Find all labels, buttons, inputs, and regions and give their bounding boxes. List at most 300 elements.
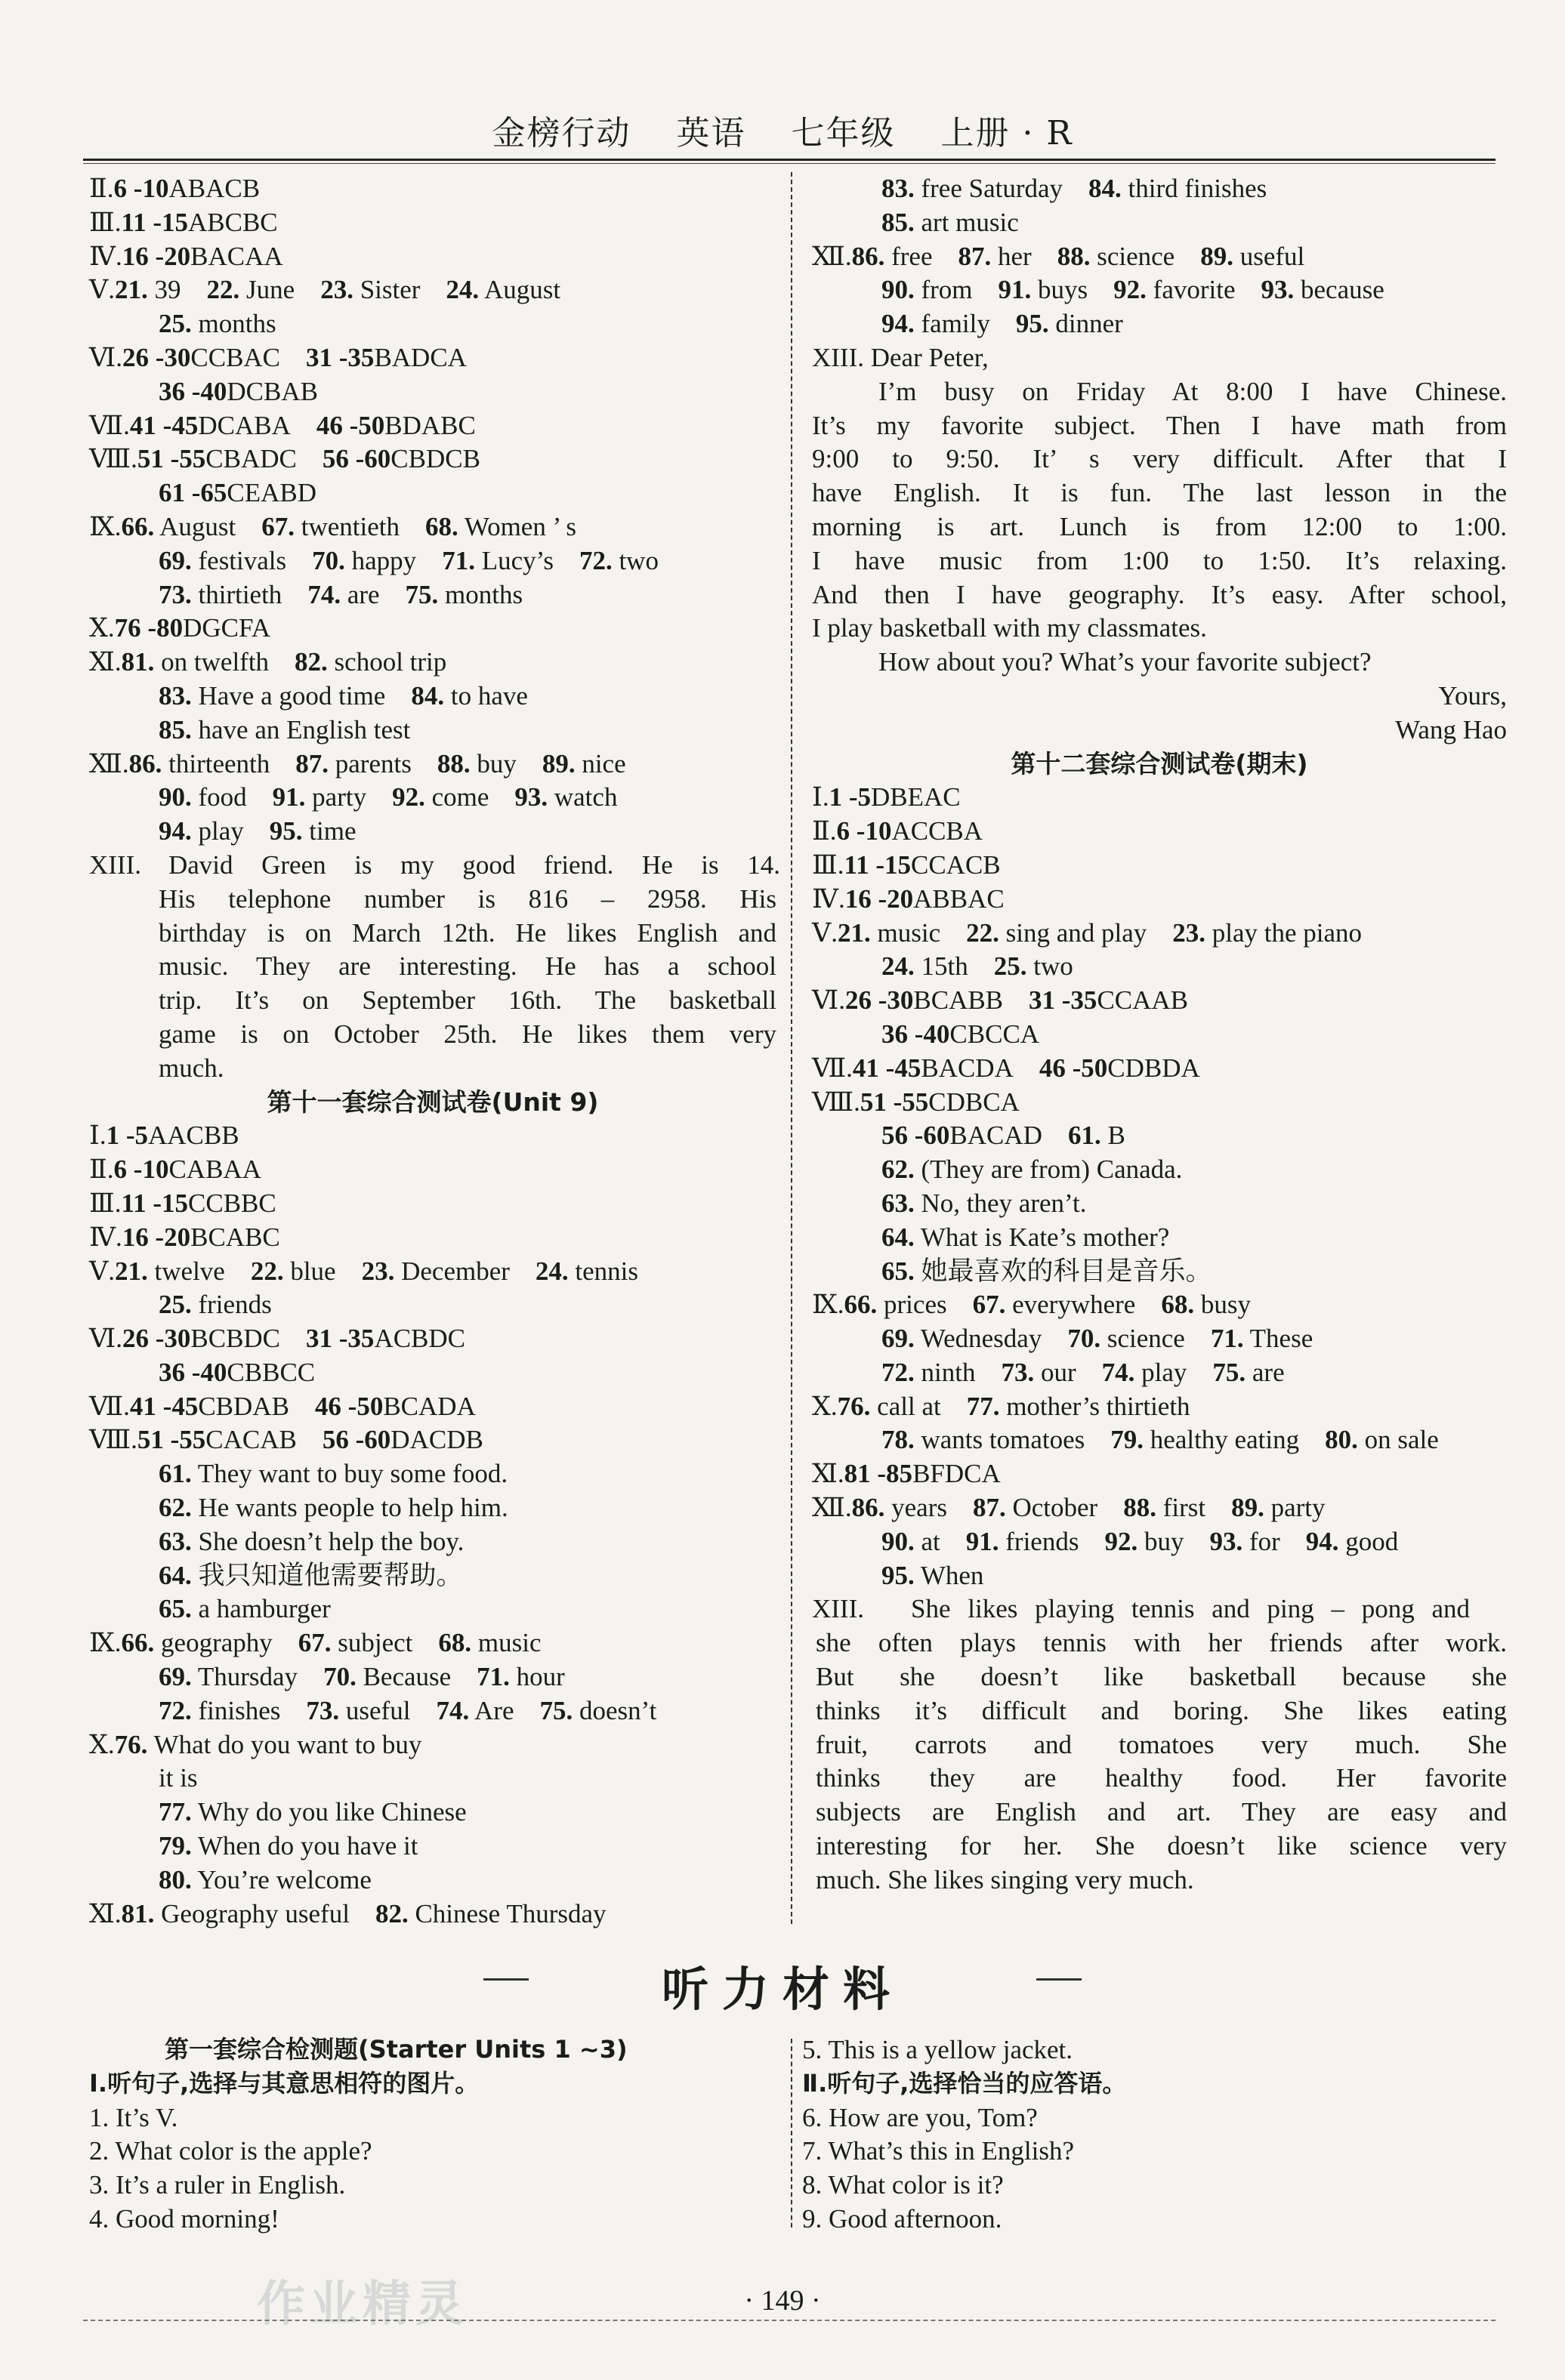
question-number: 66.: [121, 511, 155, 541]
listening-item: 2. What color is the apple?: [89, 2136, 372, 2166]
question-number: 81.: [121, 647, 155, 677]
answer-row: [89, 1796, 776, 1830]
question-number: 79.: [159, 1831, 192, 1861]
question-number: 73.: [159, 579, 192, 609]
answer-row: [89, 1491, 776, 1525]
answer-item: [392, 781, 489, 815]
answer-text: Why do you like Chinese: [191, 1797, 467, 1827]
section-numeral: Ⅺ.: [89, 1898, 122, 1928]
question-number: 78.: [881, 1425, 915, 1455]
letter-closing: How about you? What’s your favorite subject?: [878, 647, 1372, 677]
answer-text: Chinese Thursday: [408, 1898, 607, 1928]
answer-item: [881, 1525, 940, 1559]
answer-letters: CCBBC: [188, 1188, 276, 1218]
answer-item: [999, 273, 1088, 307]
essay-line: game is on October 25th. He likes them very: [159, 1019, 776, 1049]
answer-text: August: [154, 511, 236, 541]
question-number: 86.: [851, 241, 885, 271]
question-number: 84.: [1088, 174, 1122, 203]
answer-row: [89, 375, 776, 409]
question-range: 6 -10: [836, 816, 892, 846]
essay-text: much. She likes singing very much.: [816, 1864, 1194, 1894]
answer-text: useful: [339, 1695, 411, 1725]
question-number: 80.: [1325, 1425, 1358, 1455]
answer-text: Thursday: [191, 1662, 298, 1692]
essay-line: music. They are interesting. He has a school: [159, 951, 776, 982]
section-numeral: Ⅹ.: [89, 1729, 115, 1759]
answer-item: [881, 1255, 1212, 1289]
answer-item: [129, 748, 270, 782]
answer-row: [812, 1255, 1507, 1289]
answer-item: [159, 680, 385, 714]
letter-line: I play basketball with my classmates.: [812, 613, 1207, 643]
answer-item: [966, 917, 1147, 951]
subject: 英语: [676, 114, 746, 153]
listening-set-title: 第一套综合检测题(Starter Units 1 ~3): [165, 2035, 628, 2064]
question-number: 24.: [535, 1256, 569, 1286]
answer-letters: CBDAB: [198, 1391, 289, 1421]
answer-row: [89, 1660, 776, 1694]
title-decoration-right: [1036, 1978, 1082, 1981]
question-number: 95.: [881, 1560, 915, 1590]
essay-line: [812, 1864, 1507, 1898]
answer-text: hour: [509, 1662, 565, 1692]
answer-text: have an English test: [191, 714, 411, 745]
question-number: 93.: [514, 782, 548, 812]
answer-item: [273, 781, 366, 815]
section-numeral: Ⅲ.: [812, 849, 844, 880]
question-number: 21.: [115, 275, 148, 305]
answer-text: free: [884, 241, 933, 271]
answer-text: science: [1090, 241, 1175, 271]
section-numeral: Ⅸ.: [89, 1628, 122, 1658]
question-number: 70.: [312, 545, 345, 575]
answer-text: B: [1100, 1121, 1125, 1151]
answer-item: [881, 273, 973, 307]
essay-text: she often plays tennis with her friends after work.: [816, 1628, 1507, 1658]
answer-text: October: [1005, 1493, 1098, 1523]
essay-line: [812, 1796, 1507, 1830]
essay-line: [812, 1626, 1507, 1660]
question-number: 61.: [1067, 1121, 1101, 1151]
answer-item: [115, 273, 181, 307]
answer-item: [411, 680, 528, 714]
answer-text: thirtieth: [191, 579, 282, 609]
answer-item: [881, 1187, 1087, 1221]
answer-row: [812, 307, 1507, 341]
section-numeral: Ⅴ.: [812, 917, 838, 948]
answer-item: [159, 1592, 331, 1626]
answer-row: [89, 409, 776, 443]
question-number: 70.: [1067, 1324, 1101, 1354]
answer-row: [812, 1288, 1507, 1322]
question-number: 63.: [881, 1188, 915, 1218]
answer-item: [1016, 307, 1123, 341]
question-number: 88.: [1123, 1493, 1156, 1523]
watermark: 作业精灵: [257, 2277, 468, 2332]
question-range: 1 -5: [829, 782, 871, 812]
answer-text: our: [1034, 1357, 1076, 1387]
answer-item: [159, 1694, 280, 1728]
answer-item: [514, 781, 617, 815]
essay-text: But she doesn’t like basketball because she: [816, 1662, 1507, 1692]
listening-item: 4. Good morning!: [89, 2203, 279, 2234]
answer-row: [89, 1255, 776, 1289]
section-numeral: Ⅺ.: [89, 647, 122, 677]
answer-letters: CEABD: [227, 478, 317, 508]
answer-item: [159, 1830, 418, 1864]
answer-item: [973, 1288, 1136, 1322]
answer-row: [812, 240, 1507, 274]
letter-line: I have music from 1:00 to 1:50. It’s relaxing.: [812, 545, 1507, 575]
essay-line: [812, 1830, 1507, 1864]
question-number: 68.: [424, 511, 458, 541]
answer-text: a hamburger: [191, 1594, 331, 1624]
answer-item: [115, 1255, 225, 1289]
answer-letters: DBEAC: [870, 782, 961, 812]
answer-text: finishes: [191, 1695, 281, 1725]
question-number: 74.: [436, 1695, 470, 1725]
answer-row: [812, 1018, 1507, 1052]
answer-item: [159, 1525, 464, 1559]
question-number: 75.: [1212, 1357, 1246, 1387]
section-numeral: Ⅰ.: [812, 782, 829, 812]
answer-letters: ABCBC: [188, 207, 278, 237]
answer-text: family: [914, 309, 990, 339]
question-range: 51 -55: [137, 444, 206, 474]
answer-text: dinner: [1048, 309, 1123, 339]
answer-row: [89, 1221, 776, 1255]
essay-line: His telephone number is 816 – 2958. His: [159, 883, 776, 914]
answer-text: (They are from) Canada.: [914, 1155, 1183, 1185]
letter-line: And then I have geography. It’s easy. After school,: [812, 579, 1507, 609]
section-numeral: XIII.: [89, 849, 141, 880]
question-number: 71.: [477, 1662, 510, 1692]
question-number: 65.: [881, 1256, 915, 1286]
question-number: 68.: [1161, 1290, 1195, 1320]
section-numeral: Ⅱ.: [812, 816, 837, 846]
answer-text: doesn’t: [573, 1695, 657, 1725]
answer-item: [881, 1322, 1042, 1356]
answer-letters: BACAD: [949, 1121, 1042, 1151]
answer-letters: AACBB: [147, 1121, 239, 1151]
answer-letters: CCACB: [911, 849, 1001, 880]
answer-item: [1231, 1491, 1325, 1525]
answer-text: blue: [283, 1256, 336, 1286]
answer-text: prices: [877, 1290, 947, 1320]
answer-item: [1113, 273, 1235, 307]
question-number: 89.: [1200, 241, 1233, 271]
question-number: 85.: [881, 207, 915, 237]
answer-text: buy: [1137, 1526, 1184, 1556]
question-range: 61 -65: [159, 478, 227, 508]
answer-row: [89, 273, 776, 307]
question-number: 87.: [295, 748, 329, 778]
answer-row: [89, 1153, 776, 1187]
section-numeral: Ⅺ.: [812, 1459, 844, 1489]
listening-item: 5. This is a yellow jacket.: [802, 2035, 1073, 2064]
question-range: 41 -45: [129, 410, 199, 440]
answer-item: [838, 917, 940, 951]
answer-row: [89, 1322, 776, 1356]
answer-item: [159, 815, 244, 849]
section-numeral: Ⅷ.: [89, 444, 137, 474]
answer-text: first: [1156, 1493, 1206, 1523]
question-number: 64.: [881, 1222, 915, 1252]
question-range: 16 -20: [122, 241, 191, 271]
question-range: 81 -85: [844, 1459, 913, 1489]
answer-item: [852, 1491, 947, 1525]
answer-text: come: [424, 782, 489, 812]
answer-text: 她最喜欢的科目是音乐。: [914, 1256, 1212, 1286]
question-number: 22.: [206, 275, 240, 305]
question-number: 76.: [837, 1391, 871, 1421]
answer-item: [306, 1694, 410, 1728]
answer-item: [295, 646, 446, 680]
answer-text: play: [1134, 1357, 1187, 1387]
letter-salutation: XIII. Dear Peter,: [812, 342, 989, 372]
answer-row: [89, 1694, 776, 1728]
answer-text: call at: [870, 1391, 941, 1421]
answer-text: twelve: [147, 1256, 225, 1286]
answer-row: [812, 1356, 1507, 1390]
answer-item: [122, 646, 269, 680]
question-number: 75.: [539, 1695, 573, 1725]
answer-item: [1110, 1423, 1299, 1457]
answer-item: [122, 1898, 350, 1931]
question-number: 73.: [306, 1695, 340, 1725]
answer-text: Sister: [353, 275, 421, 305]
answer-item: [881, 1423, 1085, 1457]
answer-text: No, they aren’t.: [914, 1188, 1087, 1218]
question-number: 25.: [159, 1290, 192, 1320]
answer-text: You’re welcome: [191, 1864, 372, 1894]
answer-item: [362, 1255, 510, 1289]
page-number: · 149 ·: [744, 2285, 821, 2317]
section-numeral: Ⅵ.: [89, 1324, 122, 1354]
header-rule: [83, 159, 1496, 161]
answer-row: [89, 1288, 776, 1322]
answer-text: twentieth: [294, 511, 400, 541]
question-number: 81.: [121, 1898, 155, 1928]
answer-text: buy: [470, 748, 517, 778]
section-numeral: Ⅸ.: [812, 1290, 844, 1320]
question-number: 63.: [159, 1526, 192, 1556]
listening-part2-instruction: Ⅱ.听句子,选择恰当的应答语。: [802, 2068, 1127, 2098]
question-number: 72.: [159, 1695, 192, 1725]
answer-text: two: [612, 545, 659, 575]
essay-line: [812, 1660, 1507, 1694]
question-range: 26 -30: [122, 1324, 191, 1354]
question-range: 36 -40: [881, 1019, 950, 1049]
section-numeral: Ⅴ.: [89, 275, 116, 305]
answer-row: [812, 950, 1507, 984]
answer-item: [159, 307, 276, 341]
answer-row: [89, 1559, 776, 1593]
answer-item: [159, 544, 286, 578]
question-range: 46 -50: [314, 1391, 384, 1421]
question-range: 31 -35: [1029, 985, 1097, 1016]
question-number: 67.: [261, 511, 295, 541]
answer-item: [1212, 1356, 1284, 1390]
question-range: 26 -30: [844, 985, 914, 1016]
section-numeral: Ⅲ.: [89, 207, 122, 237]
section-numeral: Ⅲ.: [89, 1188, 122, 1218]
answer-row: [812, 1423, 1507, 1457]
answer-letters: ACBDC: [374, 1324, 466, 1354]
question-number: 90.: [881, 275, 915, 305]
question-number: 64.: [159, 1560, 192, 1590]
question-number: 25.: [993, 951, 1027, 982]
answer-row: [89, 1728, 776, 1762]
answer-item: [320, 273, 420, 307]
answer-item: [1057, 240, 1175, 274]
section-numeral: Ⅻ.: [812, 1493, 852, 1523]
question-number: 93.: [1261, 275, 1295, 305]
question-number: 88.: [1057, 241, 1091, 271]
answer-item: [838, 1390, 941, 1424]
answer-item: [542, 748, 626, 782]
answer-item: [967, 1390, 1190, 1424]
question-number: 91.: [965, 1526, 999, 1556]
section-numeral: Ⅻ.: [812, 241, 852, 271]
question-number: 69.: [159, 1662, 192, 1692]
answer-text: Because: [356, 1662, 452, 1692]
section-numeral: Ⅶ.: [89, 1391, 130, 1421]
answer-item: [1211, 1322, 1313, 1356]
answer-text: music: [870, 917, 941, 948]
answer-row: [89, 1762, 776, 1796]
answer-item: [159, 1864, 372, 1898]
answer-item: [159, 1660, 298, 1694]
question-number: 92.: [392, 782, 425, 812]
question-range: 1 -5: [106, 1121, 148, 1151]
answer-item: [844, 1288, 947, 1322]
answer-row: [89, 1864, 776, 1898]
answer-row: [89, 1830, 776, 1864]
answer-item: [477, 1660, 565, 1694]
section-numeral: Ⅷ.: [812, 1087, 860, 1117]
answer-item: [1102, 1356, 1187, 1390]
answer-text: play: [191, 816, 244, 846]
answer-item: [270, 815, 357, 849]
question-range: 11 -15: [844, 849, 911, 880]
answer-letters: CCAAB: [1097, 985, 1189, 1016]
answer-item: [994, 950, 1073, 984]
question-number: 82.: [375, 1898, 409, 1928]
answer-letters: BCBDC: [190, 1324, 281, 1354]
answer-item: [852, 240, 933, 274]
answer-text: party: [1264, 1493, 1326, 1523]
answer-letters: BCADA: [383, 1391, 476, 1421]
question-number: 62.: [159, 1493, 192, 1523]
essay-line: [812, 1728, 1507, 1762]
answer-text: tennis: [568, 1256, 638, 1286]
question-number: 89.: [1231, 1493, 1264, 1523]
answer-item: [1068, 1119, 1125, 1153]
answer-text: nice: [575, 748, 626, 778]
answer-item: [881, 1153, 1182, 1187]
question-range: 11 -15: [121, 207, 188, 237]
answer-row: [89, 646, 776, 680]
answer-text: December: [394, 1256, 510, 1286]
answer-row: [812, 1457, 1507, 1491]
answer-item: [159, 1288, 272, 1322]
answer-letters: BACDA: [921, 1053, 1014, 1083]
essay-text: She likes playing tennis and ping – pong and: [911, 1594, 1470, 1624]
essay-text: subjects are English and art. They are easy and: [816, 1797, 1507, 1827]
answer-text: parents: [329, 748, 412, 778]
answer-item: [159, 1796, 467, 1830]
question-range: 51 -55: [860, 1087, 929, 1117]
answer-item: [425, 510, 576, 544]
question-number: 23.: [361, 1256, 395, 1286]
answer-text: June: [239, 275, 295, 305]
volume: 上册 · R: [940, 114, 1073, 153]
answer-row: [812, 1119, 1507, 1153]
listening-materials-title: 听力材料: [661, 1962, 903, 2017]
question-number: 86.: [128, 748, 162, 778]
essay-line: [812, 1694, 1507, 1728]
answer-text: 39: [147, 275, 181, 305]
listening-divider: [791, 2039, 792, 2227]
answer-row: [812, 206, 1507, 240]
section-numeral: Ⅻ.: [89, 748, 129, 778]
answer-text: party: [305, 782, 367, 812]
answer-row: [812, 1390, 1507, 1424]
answer-row: [812, 883, 1507, 917]
answer-row: [89, 1119, 776, 1153]
listening-part1-instruction: Ⅰ.听句子,选择与其意思相符的图片。: [89, 2068, 480, 2098]
answer-row: [89, 206, 776, 240]
letter-line: morning is art. Lunch is from 12:00 to 1:00.: [812, 511, 1507, 541]
answer-text: watch: [548, 782, 618, 812]
answer-item: [881, 1559, 983, 1593]
section-numeral: Ⅱ.: [89, 174, 114, 203]
answer-text: Geography useful: [154, 1898, 350, 1928]
answer-text: healthy eating: [1144, 1425, 1300, 1455]
question-number: 70.: [323, 1662, 357, 1692]
essay-line: birthday is on March 12th. He likes English and: [159, 917, 776, 948]
answer-row: [89, 748, 776, 782]
question-range: 31 -35: [306, 342, 375, 372]
listening-right-column: [802, 2033, 1126, 2236]
answer-letters: BCABC: [190, 1222, 280, 1252]
question-number: 90.: [159, 782, 192, 812]
answer-row: [812, 917, 1507, 951]
question-range: 51 -55: [137, 1425, 206, 1455]
answer-item: [159, 1762, 198, 1796]
answer-text: useful: [1233, 241, 1305, 271]
answer-item: [159, 714, 410, 748]
answer-row: [89, 815, 776, 849]
answer-text: August: [479, 275, 561, 305]
answer-text: are: [341, 579, 380, 609]
question-number: 91.: [998, 275, 1032, 305]
essay-text: interesting for her. She doesn’t like science very: [816, 1831, 1507, 1861]
answer-letters: BACAA: [190, 241, 283, 271]
answer-row: [89, 240, 776, 274]
answer-letters: CBADC: [205, 444, 297, 474]
answer-row: [812, 781, 1507, 815]
question-number: 91.: [272, 782, 306, 812]
answer-item: [307, 578, 379, 612]
answer-text: free Saturday: [914, 174, 1063, 203]
answer-text: mother’s thirtieth: [999, 1391, 1190, 1421]
question-number: 74.: [1101, 1357, 1135, 1387]
essay-line: [812, 1592, 1507, 1626]
section-numeral: Ⅵ.: [89, 342, 122, 372]
